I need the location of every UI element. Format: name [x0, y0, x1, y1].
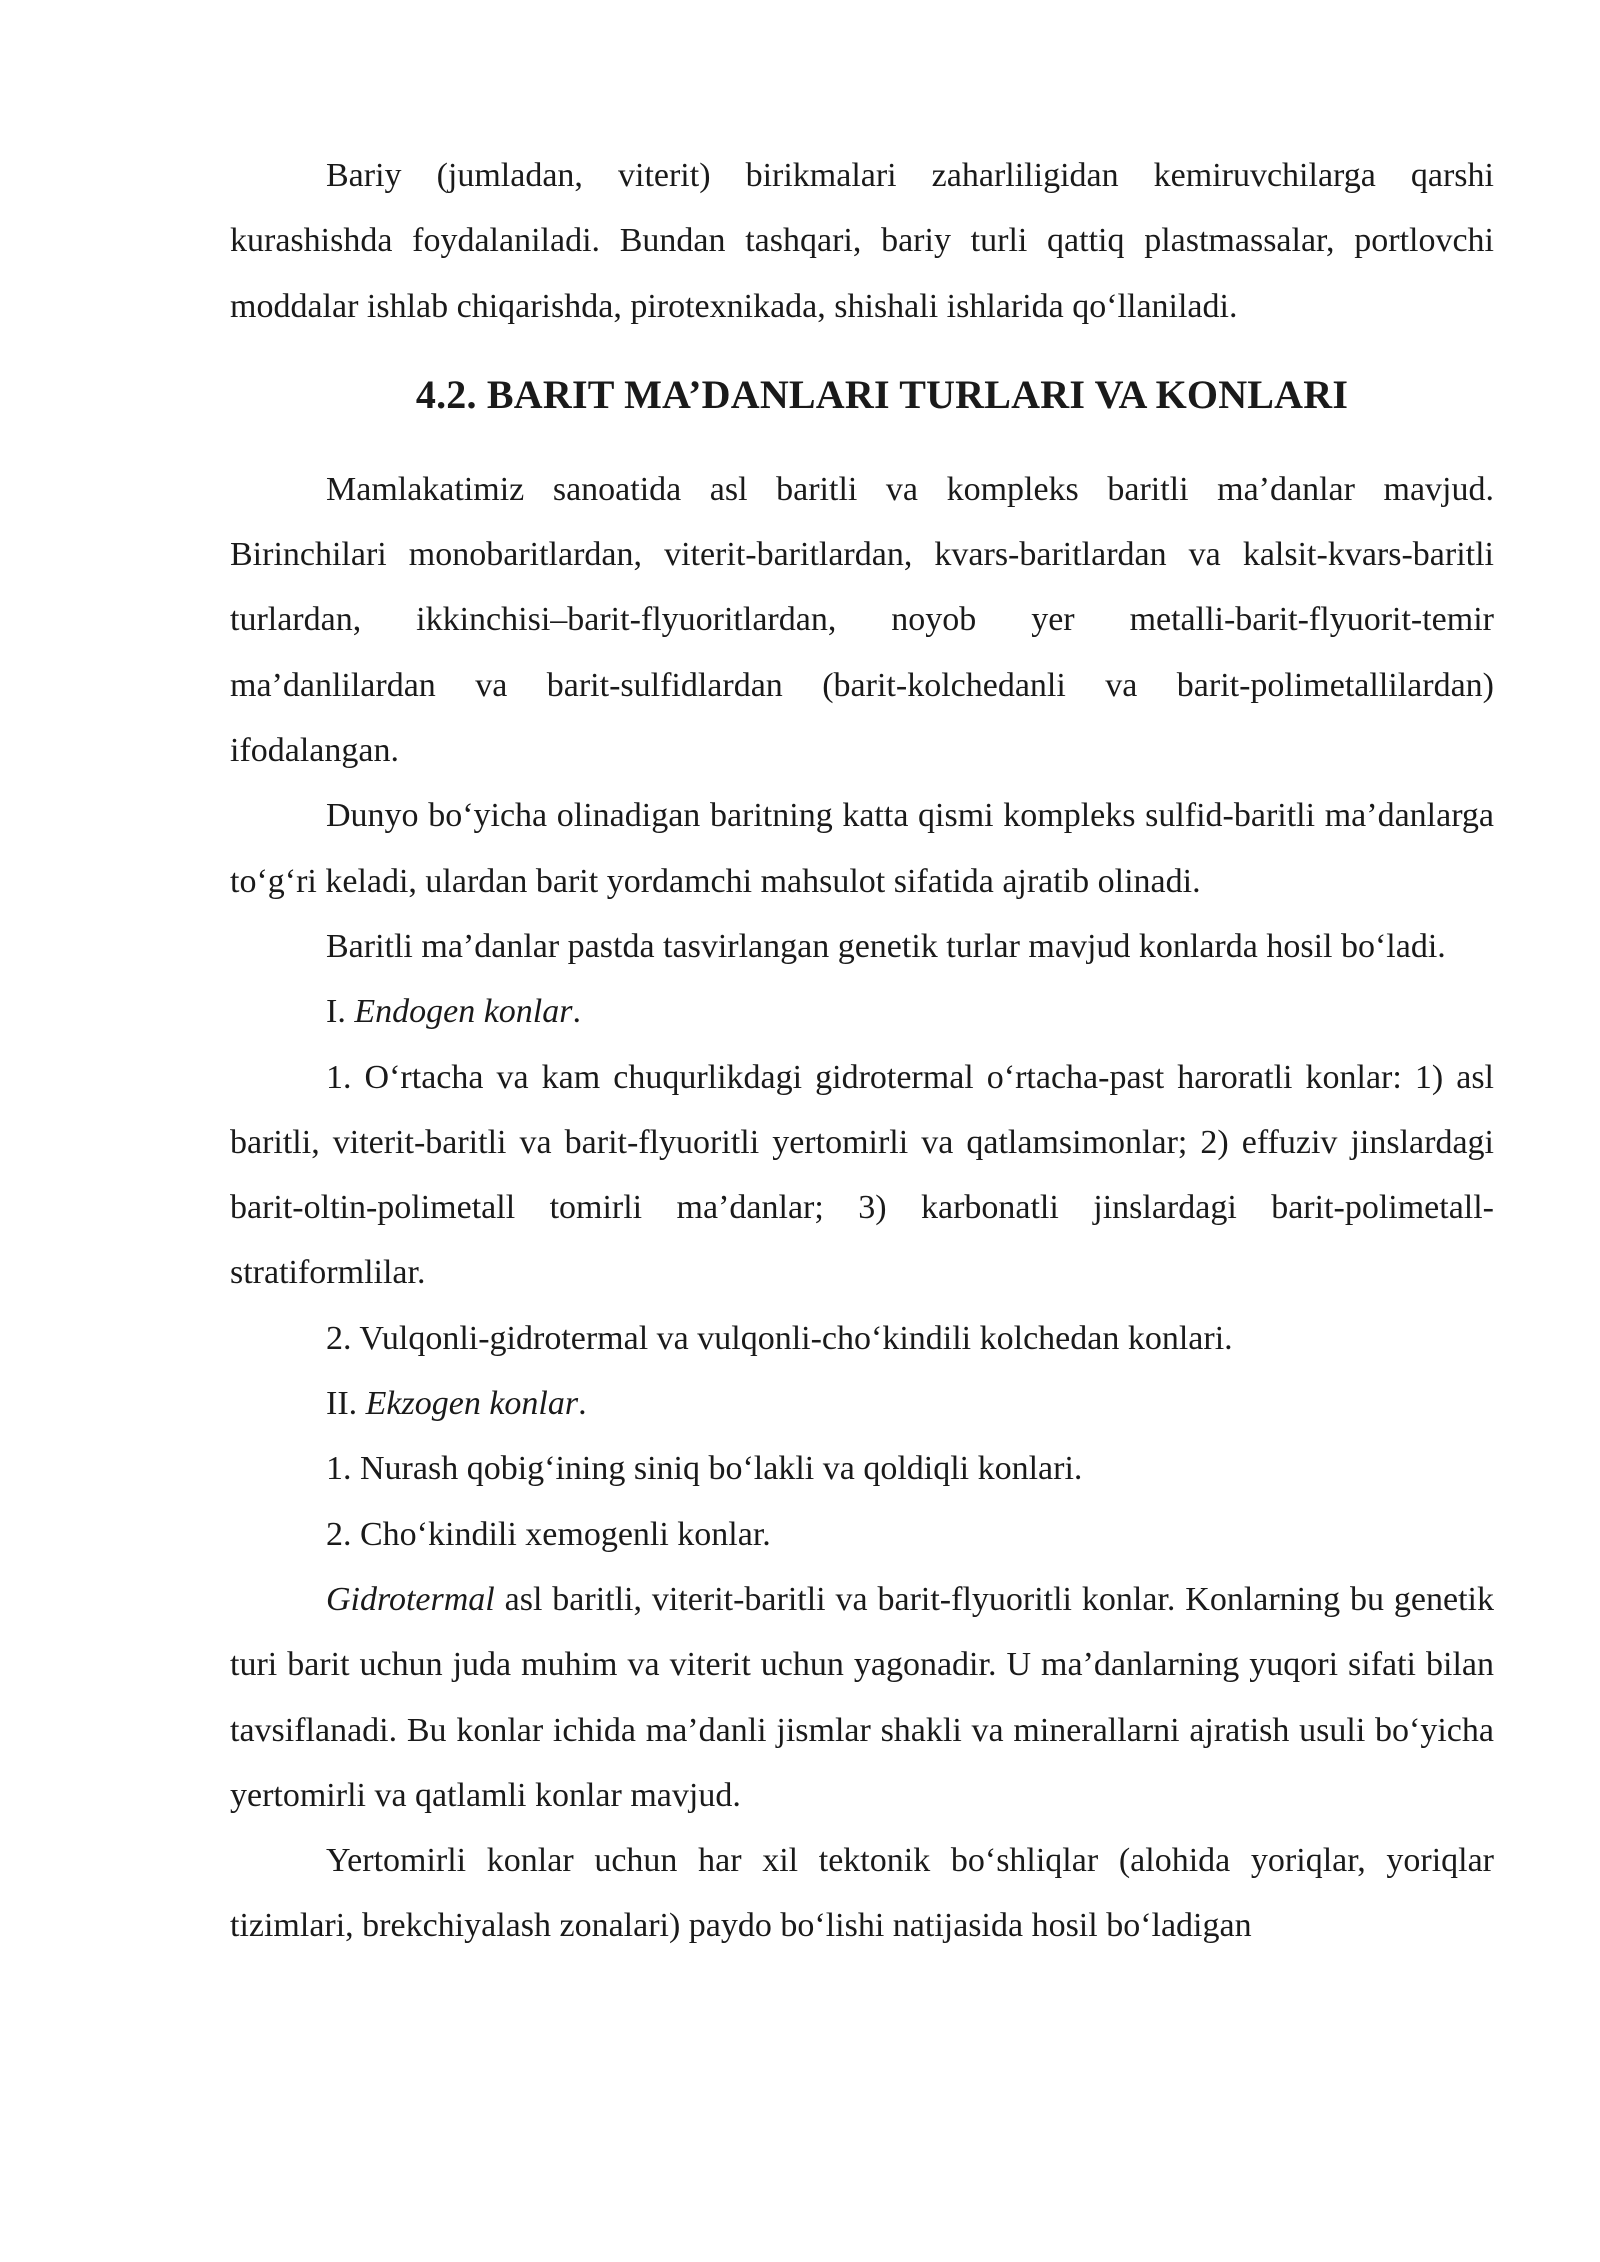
- endogen-numeral: I.: [326, 993, 355, 1031]
- gidrotermal-text: asl baritli, viterit-baritli va barit-flyuoritli konlar. Konlarning bu genetik turi barit uchun juda muhim va viterit uchun yagonadir. U ma’danlarning yuqori sifati bilan tavsiflanadi. Bu konlar ichida ma’danli jismlar shakli va minerallarni ajratish usuli bo‘yicha yertomirli va qatlamli konlar mavjud.: [230, 1580, 1494, 1814]
- endogen-title: Endogen konlar: [354, 993, 573, 1031]
- gidrotermal-paragraph: [230, 1567, 1494, 1828]
- last-paragraph: Yertomirli konlar uchun har xil tektonik bo‘shliqlar (alohida yoriqlar, yoriqlar tizimlari, brekchiyalash zonalari) paydo bo‘lishi natijasida hosil bo‘ladigan: [230, 1842, 1494, 1945]
- intro-paragraph: Bariy (jumladan, viterit) birikmalari zaharliligidan kemiruvchilarga qarshi kurashishda foydalaniladi. Bundan tashqari, bariy turli qattiq plastmassalar, portlovchi moddalar ishlab chiqarishda, pirotexnikada, shishali ishlarida qo‘llaniladi.: [230, 157, 1494, 325]
- ekzogen-title: Ekzogen konlar: [365, 1385, 579, 1423]
- ekzogen-item-1: 1. Nurash qobig‘ining siniq bo‘lakli va qoldiqli konlari.: [326, 1450, 1083, 1488]
- endogen-heading: [230, 979, 1494, 1044]
- endogen-item-2: 2. Vulqonli-gidrotermal va vulqonli-cho‘kindili kolchedan konlari.: [326, 1319, 1233, 1357]
- ekzogen-numeral: II.: [326, 1385, 366, 1423]
- endogen-suffix: .: [572, 993, 581, 1031]
- ekzogen-suffix: .: [578, 1385, 587, 1423]
- paragraph-genetic-types: Baritli ma’danlar pastda tasvirlangan genetik turlar mavjud konlarda hosil bo‘ladi.: [326, 927, 1446, 965]
- endogen-item-1: 1. O‘rtacha va kam chuqurlikdagi gidrotermal o‘rtacha-past haroratli konlar: 1) asl baritli, viterit-baritli va barit-flyuoritli yertomirli va qatlamsimonlar; 2) effuziv jinslardagi barit-oltin-polimetall tomirli ma’danlar; 3) karbonatli jinslardagi barit-polimetall-stratiformlilar.: [230, 1058, 1494, 1292]
- ekzogen-heading: [230, 1371, 1494, 1436]
- ekzogen-item-2: 2. Cho‘kindili xemogenli konlar.: [326, 1515, 771, 1553]
- section-heading: 4.2. BARIT MA’DANLARI TURLARI VA KONLARI: [415, 371, 1349, 417]
- paragraph-ore-types: Mamlakatimiz sanoatida asl baritli va kompleks baritli ma’danlar mavjud. Birinchilari monobaritlardan, viterit-baritlardan, kvars-baritlardan va kalsit-kvars-baritli turlardan, ikkinchisi–barit-flyuoritlardan, noyob yer metalli-barit-flyuorit-temir ma’danlilardan va barit-sulfidlardan (barit-kolchedanli va barit-polimetallilardan) ifodalangan.: [230, 470, 1494, 770]
- paragraph-world-barite: Dunyo bo‘yicha olinadigan baritning katta qismi kompleks sulfid-baritli ma’danlarga to‘g‘ri keladi, ulardan barit yordamchi mahsulot sifatida ajratib olinadi.: [230, 797, 1494, 900]
- document-page: [230, 143, 1494, 1959]
- gidrotermal-term: Gidrotermal: [326, 1580, 495, 1618]
